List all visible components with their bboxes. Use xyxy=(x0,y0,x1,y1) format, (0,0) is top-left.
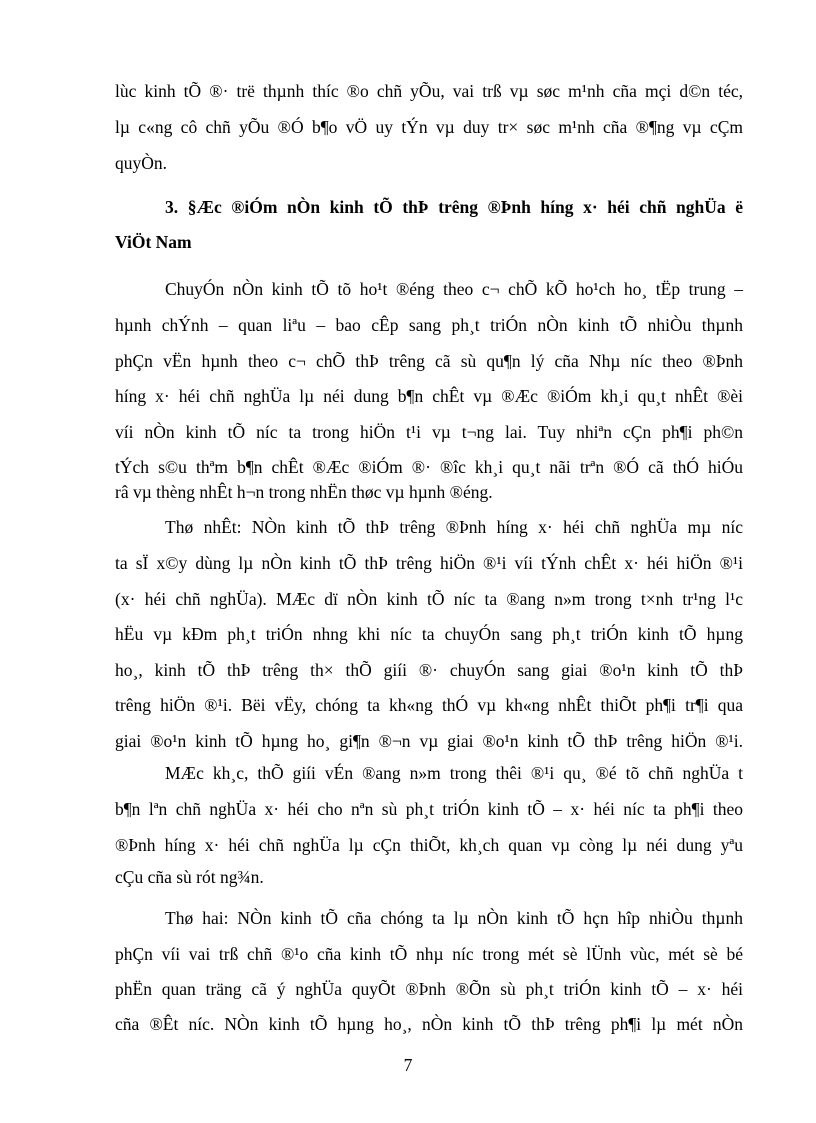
paragraph-2-line-1: ChuyÓn nÒn kinh tÕ tõ ho¹t ®éng theo c¬ chÕ kÕ ho¹ch ho¸ tËp trung – xyxy=(165,279,743,299)
paragraph-2-line-3: phÇn vËn hµnh theo c¬ chÕ thÞ trêng cã sù qu¶n lý cña Nhµ níc theo ®Þnh xyxy=(115,351,743,371)
paragraph-4-line-1: MÆc kh¸c, thÕ giíi vÉn ®ang n»m trong thêi ®¹i qu¸ ®é tõ chñ nghÜa t xyxy=(165,763,743,783)
page-number: 7 xyxy=(403,1055,413,1075)
paragraph-3-line-1: Thø nhÊt: NÒn kinh tÕ thÞ trêng ®Þnh híng x· héi chñ nghÜa mµ níc xyxy=(165,517,743,537)
paragraph-2-line-5: víi nÒn kinh tÕ níc ta trong hiÖn t¹i vµ t¬ng lai. Tuy nhiªn cÇn ph¶i ph©n xyxy=(115,422,743,442)
paragraph-5-line-2: phÇn víi vai trß chñ ®¹o cña kinh tÕ nhµ níc trong mét sè lÜnh vùc, mét sè bé xyxy=(115,944,743,964)
paragraph-3-line-7: giai ®o¹n kinh tÕ hµng ho¸ gi¶n ®¬n vµ giai ®o¹n kinh tÕ thÞ trêng hiÖn ®¹i. xyxy=(115,731,743,751)
section-heading-line-2: ViÖt Nam xyxy=(115,232,192,252)
paragraph-3-line-3: (x· héi chñ nghÜa). MÆc dï nÒn kinh tÕ níc ta ®ang n»m trong t×nh tr¹ng l¹c xyxy=(115,589,743,609)
paragraph-3-line-4: hËu vµ kÐm ph¸t triÓn nhng khi níc ta chuyÓn sang ph¸t triÓn kinh tÕ hµng xyxy=(115,624,743,644)
paragraph-1-line-1: lùc kinh tÕ ®· trë thµnh thíc ®o chñ yÕu, vai trß vµ søc m¹nh cña mçi d©n téc, xyxy=(115,81,743,101)
paragraph-4-line-4: cÇu cña sù rót ng¾n. xyxy=(115,867,264,887)
paragraph-5-line-3: phËn quan träng cã ý nghÜa quyÕt ®Þnh ®Õn sù ph¸t triÓn kinh tÕ – x· héi xyxy=(115,979,743,999)
paragraph-5-line-1: Thø hai: NÒn kinh tÕ cña chóng ta lµ nÒn kinh tÕ hçn hîp nhiÒu thµnh xyxy=(165,908,743,928)
paragraph-2-line-7: râ vµ thèng nhÊt h¬n trong nhËn thøc vµ hµnh ®éng. xyxy=(115,482,493,502)
paragraph-4-line-3: ®Þnh híng x· héi chñ nghÜa lµ cÇn thiÕt, kh¸ch quan vµ còng lµ néi dung yªu xyxy=(115,835,743,855)
section-heading-line-1: 3. §Æc ®iÓm nÒn kinh tÕ thÞ trêng ®Þnh híng x· héi chñ nghÜa ë xyxy=(165,197,743,217)
paragraph-2-line-2: hµnh chÝnh – quan liªu – bao cÊp sang ph¸t triÓn nÒn kinh tÕ nhiÒu thµnh xyxy=(115,315,743,335)
paragraph-2-line-4: híng x· héi chñ nghÜa lµ néi dung b¶n chÊt vµ ®Æc ®iÓm kh¸i qu¸t nhÊt ®èi xyxy=(115,386,743,406)
paragraph-1-line-2: lµ c«ng cô chñ yÕu ®Ó b¶o vÖ uy tÝn vµ duy tr× søc m¹nh cña ®¶ng vµ cÇm xyxy=(115,117,743,137)
paragraph-2-line-6: tÝch s©u thªm b¶n chÊt ®Æc ®iÓm ®· ®îc kh¸i qu¸t nãi trªn ®Ó cã thÓ hiÓu xyxy=(115,457,743,477)
paragraph-3-line-6: trêng hiÖn ®¹i. Bëi vËy, chóng ta kh«ng thÓ vµ kh«ng nhÊt thiÕt ph¶i tr¶i qua xyxy=(115,695,743,715)
paragraph-4-line-2: b¶n lªn chñ nghÜa x· héi cho nªn sù ph¸t triÓn kinh tÕ – x· héi níc ta ph¶i theo xyxy=(115,799,743,819)
paragraph-3-line-2: ta sÏ x©y dùng lµ nÒn kinh tÕ thÞ trêng hiÖn ®¹i víi tÝnh chÊt x· héi hiÖn ®¹i xyxy=(115,553,743,573)
paragraph-5-line-4: cña ®Êt níc. NÒn kinh tÕ hµng ho¸, nÒn kinh tÕ thÞ trêng ph¶i lµ mét nÒn xyxy=(115,1014,743,1034)
paragraph-1-line-3: quyÒn. xyxy=(115,153,168,173)
paragraph-3-line-5: ho¸, kinh tÕ thÞ trêng th× thÕ giíi ®· chuyÓn sang giai ®o¹n kinh tÕ thÞ xyxy=(115,660,743,680)
